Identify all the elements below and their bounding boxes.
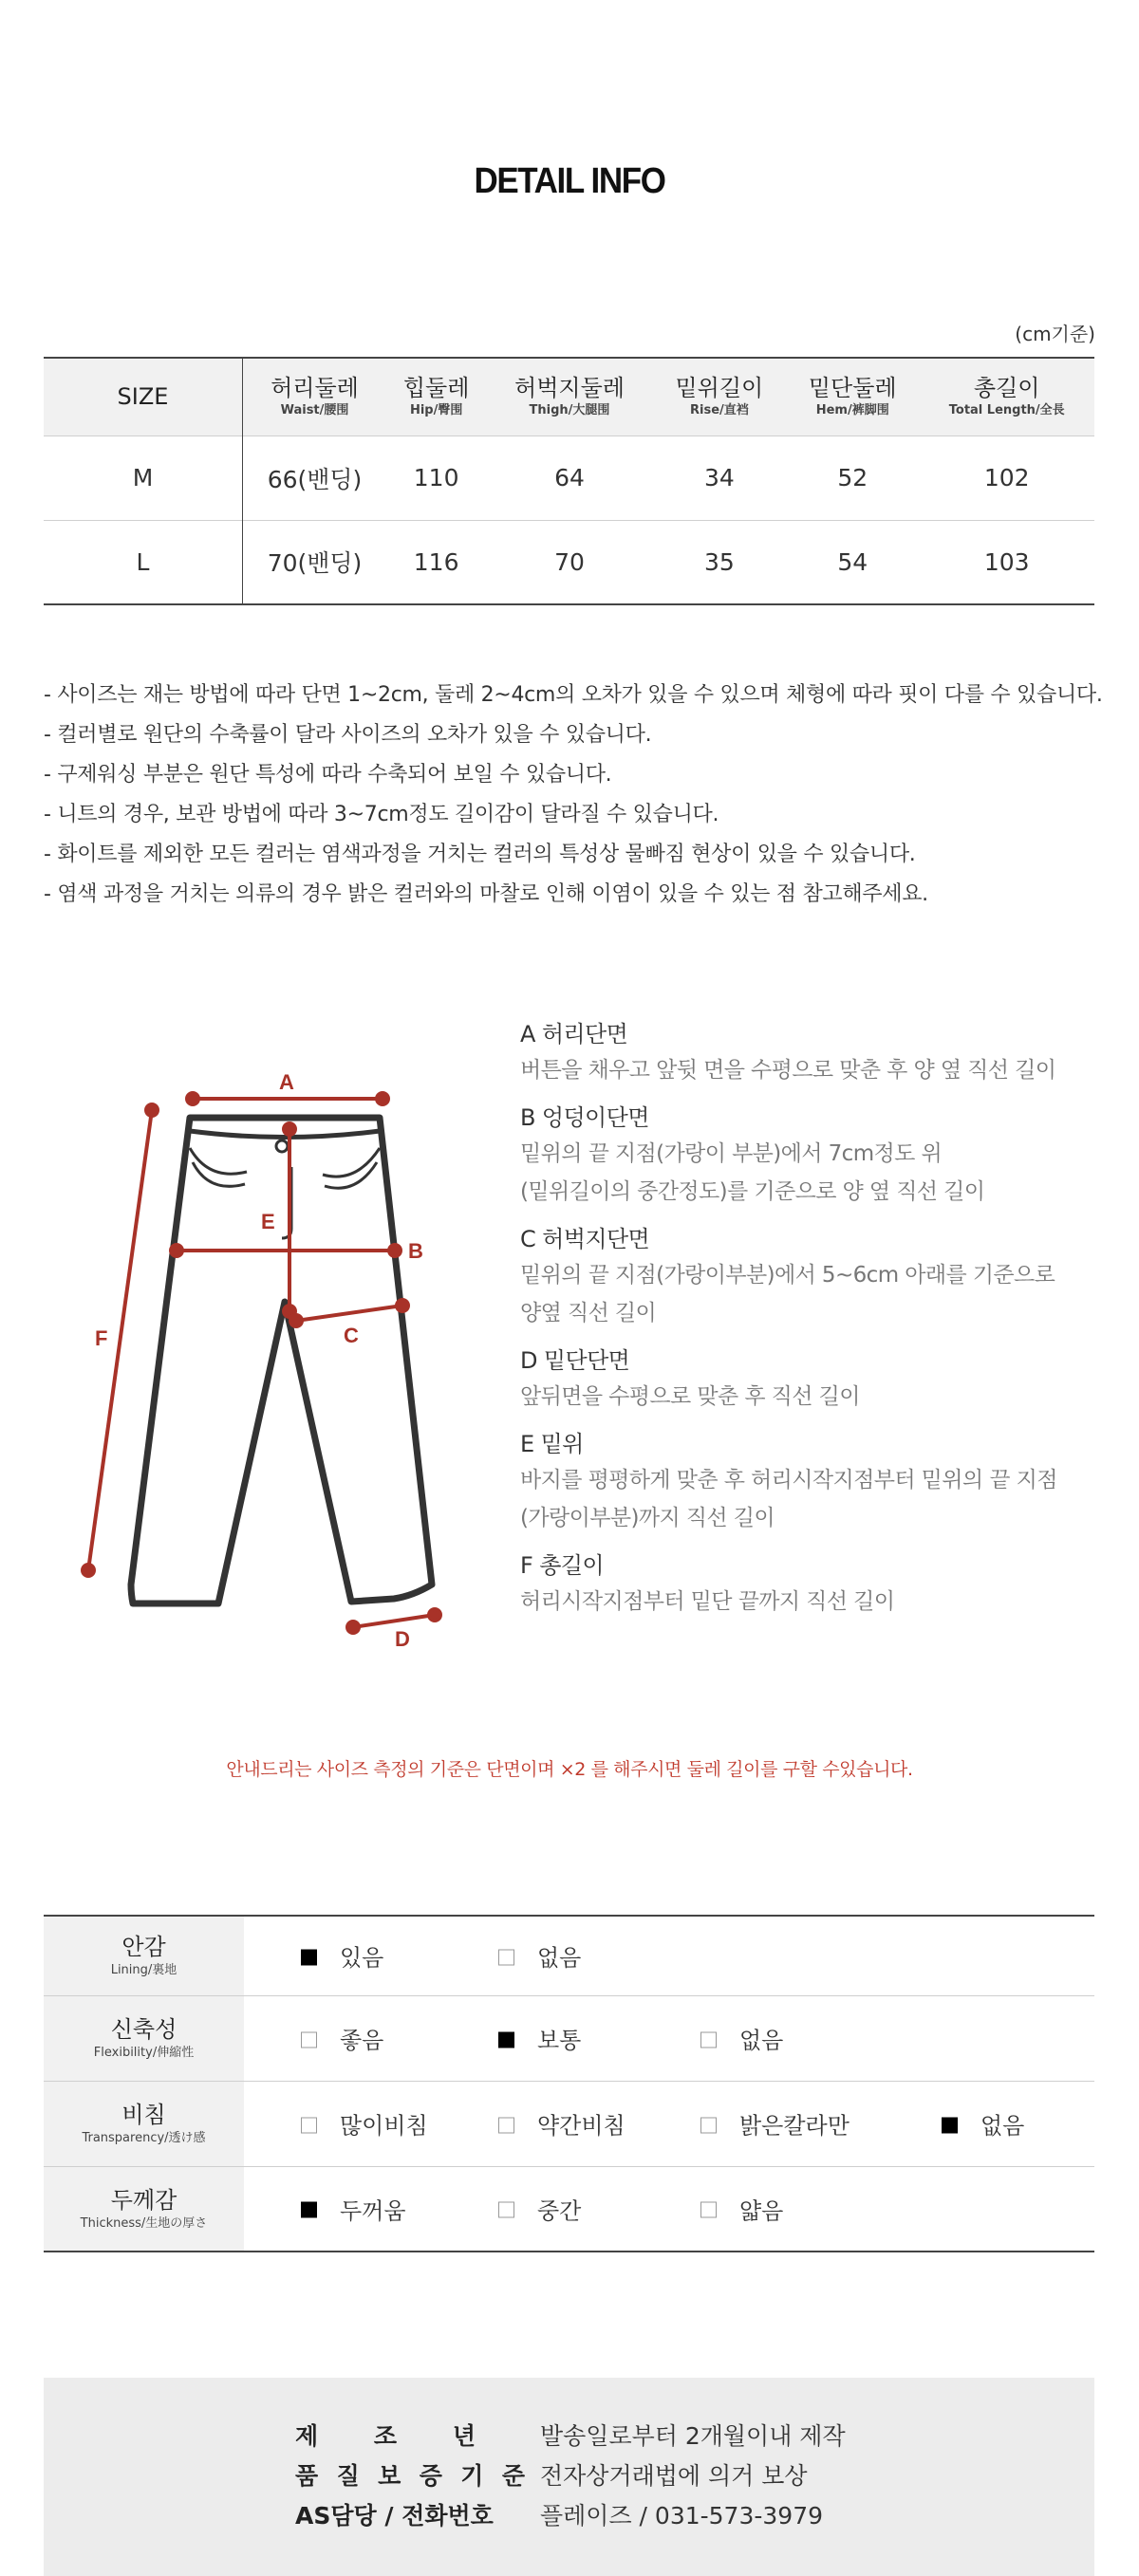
checkbox-icon — [301, 2031, 317, 2048]
value-cell: 110 — [413, 464, 459, 491]
value-cell: 54 — [837, 547, 868, 576]
header-hip: 힙둘레 Hip/臀围 — [402, 375, 470, 418]
option-lining-yes: 있음 — [301, 1939, 383, 1973]
value-cell: 103 — [983, 547, 1030, 576]
fabric-label: 두께감 Thickness/生地の厚さ — [44, 2166, 244, 2252]
note-line: - 염색 과정을 거치는 의류의 경우 밝은 컬러와의 마찰로 인해 이염이 있을 수 있는 점 참고해주세요. — [44, 882, 928, 906]
info-row-warranty — [44, 2456, 1094, 2497]
option-thick-thin: 얇음 — [700, 2192, 783, 2225]
value-cell: 102 — [983, 464, 1030, 491]
measure-a — [520, 1017, 1109, 1089]
option-trans-none: 없음 — [942, 2107, 1024, 2140]
value-cell: 52 — [837, 464, 868, 491]
note-line: - 컬러별로 원단의 수축률이 달라 사이즈의 오차가 있을 수 있습니다. — [44, 723, 652, 747]
page-title: DETAIL INFO — [474, 161, 665, 201]
option-trans-light: 밝은칼라만 — [700, 2107, 850, 2140]
measure-title: A 허리단면 — [520, 1021, 628, 1047]
value-cell: 70(밴딩) — [267, 549, 363, 578]
option-thick-thick: 두꺼움 — [301, 2192, 406, 2225]
pants-measurement-diagram — [57, 1053, 475, 1660]
note-line: - 니트의 경우, 보관 방법에 따라 3~7cm정도 길이감이 달라질 수 있습니다. — [44, 803, 719, 826]
measure-text: 밑위의 끝 지점(가랑이부분)에서 5~6cm 아래를 기준으로 — [520, 1263, 1055, 1288]
info-label: AS담당 / 전화번호 — [295, 2502, 494, 2530]
checkbox-icon — [700, 2031, 717, 2048]
measure-text: (밑위길이의 중간정도)를 기준으로 양 옆 직선 길이 — [520, 1179, 985, 1204]
option-trans-slight: 약간비침 — [498, 2107, 626, 2140]
option-flex-none: 없음 — [700, 2022, 783, 2055]
note-line: - 화이트를 제외한 모든 컬러는 염색과정을 거치는 컬러의 특성상 물빠짐 현상이 있을 수 있습니다. — [44, 843, 916, 866]
letter-b: B — [408, 1239, 423, 1263]
measure-text: 양옆 직선 길이 — [520, 1301, 657, 1325]
size-table-header — [44, 358, 1094, 436]
measure-title: F 총길이 — [520, 1552, 604, 1579]
measure-title: D 밑단단면 — [520, 1347, 630, 1374]
size-cell: L — [44, 520, 243, 604]
table-row — [44, 436, 1094, 520]
info-label: 제 조 년 — [295, 2422, 476, 2450]
fabric-row-thickness — [44, 2166, 1094, 2252]
measurement-descriptions — [520, 1017, 1109, 1632]
measure-text: 밑위의 끝 지점(가랑이 부분)에서 7cm정도 위 — [520, 1141, 943, 1166]
measure-e — [520, 1427, 1109, 1537]
checkbox-icon — [498, 2202, 514, 2218]
measure-f — [520, 1548, 1109, 1621]
checkbox-icon — [301, 1949, 317, 1965]
measure-text: 앞뒤면을 수평으로 맞춘 후 직선 길이 — [520, 1384, 860, 1409]
header-rise: 밑위길이 Rise/直裆 — [675, 375, 764, 418]
size-table — [44, 357, 1094, 605]
info-label: 품 질 보 증 기 준 — [295, 2462, 525, 2490]
fabric-label: 안감 Lining/裏地 — [44, 1916, 244, 1995]
checkbox-icon — [498, 2117, 514, 2133]
value-cell: 35 — [703, 547, 735, 576]
info-value: 전자상거래법에 의거 보상 — [540, 2462, 808, 2490]
info-value: 플레이즈 / 031-573-3979 — [540, 2502, 824, 2530]
fabric-row-flexibility — [44, 1995, 1094, 2081]
note-line: - 사이즈는 재는 방법에 따라 단면 1~2cm, 둘레 2~4cm의 오차가 있을 수 있으며 체형에 따라 핏이 다를 수 있습니다. — [44, 683, 1103, 707]
letter-f: F — [95, 1326, 108, 1350]
measure-text: 버튼을 채우고 앞뒷 면을 수평으로 맞춘 후 양 옆 직선 길이 — [520, 1058, 1056, 1083]
option-lining-no: 없음 — [498, 1939, 581, 1973]
fabric-row-lining — [44, 1916, 1094, 1995]
letter-e: E — [261, 1210, 275, 1233]
measurement-notice: 안내드리는 사이즈 측정의 기준은 단면이며 ×2 를 해주시면 둘레 길이를 구할 수있습니다. — [226, 1759, 913, 1780]
note-line: - 구제워싱 부분은 원단 특성에 따라 수축되어 보일 수 있습니다. — [44, 763, 612, 787]
letter-c: C — [344, 1324, 359, 1347]
option-thick-medium: 중간 — [498, 2192, 581, 2225]
measure-text: 바지를 평평하게 맞춘 후 허리시작지점부터 밑위의 끝 지점 — [520, 1468, 1057, 1492]
header-total-length: 총길이 Total Length/全長 — [948, 375, 1065, 418]
pants-details — [190, 1140, 380, 1238]
option-trans-high: 많이비침 — [301, 2107, 428, 2140]
size-notes — [44, 676, 1116, 915]
checkbox-icon — [498, 1949, 514, 1965]
fabric-options — [244, 1995, 1094, 2081]
value-cell: 34 — [703, 464, 735, 491]
fabric-row-transparency — [44, 2081, 1094, 2166]
unit-label: (cm기준) — [1015, 323, 1095, 345]
measure-title: C 허벅지단면 — [520, 1226, 650, 1252]
size-header: SIZE — [44, 358, 243, 436]
option-flex-normal: 보통 — [498, 2022, 581, 2055]
measure-title: B 엉덩이단면 — [520, 1104, 649, 1131]
checkbox-icon — [700, 2202, 717, 2218]
checkbox-icon — [942, 2117, 958, 2133]
measure-b — [520, 1101, 1109, 1211]
checkbox-icon — [301, 2117, 317, 2133]
measure-text: 허리시작지점부터 밑단 끝까지 직선 길이 — [520, 1589, 895, 1614]
checkbox-icon — [498, 2031, 514, 2048]
value-cell: 116 — [413, 547, 459, 576]
fabric-options — [244, 2081, 1094, 2166]
letter-d: D — [395, 1627, 410, 1651]
fabric-label: 비침 Transparency/透け感 — [44, 2081, 244, 2166]
measure-d — [520, 1344, 1109, 1416]
pants-outline — [131, 1118, 432, 1603]
fabric-label: 신축성 Flexibility/伸縮性 — [44, 1995, 244, 2081]
measure-text: (가랑이부분)까지 직선 길이 — [520, 1506, 775, 1530]
letter-a: A — [279, 1070, 294, 1094]
measure-c — [520, 1222, 1109, 1332]
info-value: 발송일로부터 2개월이내 제작 — [540, 2422, 846, 2450]
fabric-options — [244, 1916, 1094, 1995]
checkbox-icon — [700, 2117, 717, 2133]
value-cell: 66(밴딩) — [267, 465, 363, 493]
value-cell: 64 — [554, 464, 585, 491]
header-thigh: 허벅지둘레 Thigh/大腿围 — [514, 375, 625, 418]
product-info-box — [44, 2378, 1094, 2576]
header-hem: 밑단둘레 Hem/裤脚围 — [808, 375, 897, 418]
size-cell: M — [44, 436, 243, 520]
value-cell: 70 — [554, 547, 585, 576]
header-waist: 허리둘레 Waist/腰围 — [271, 375, 359, 418]
table-row — [44, 520, 1094, 604]
option-flex-good: 좋음 — [301, 2022, 383, 2055]
measure-title: E 밑위 — [520, 1431, 584, 1457]
info-row-manufacture — [44, 2416, 1094, 2457]
fabric-info-table — [44, 1915, 1094, 2252]
checkbox-icon — [301, 2202, 317, 2218]
fabric-options — [244, 2166, 1094, 2252]
info-row-as-contact — [44, 2495, 1094, 2537]
